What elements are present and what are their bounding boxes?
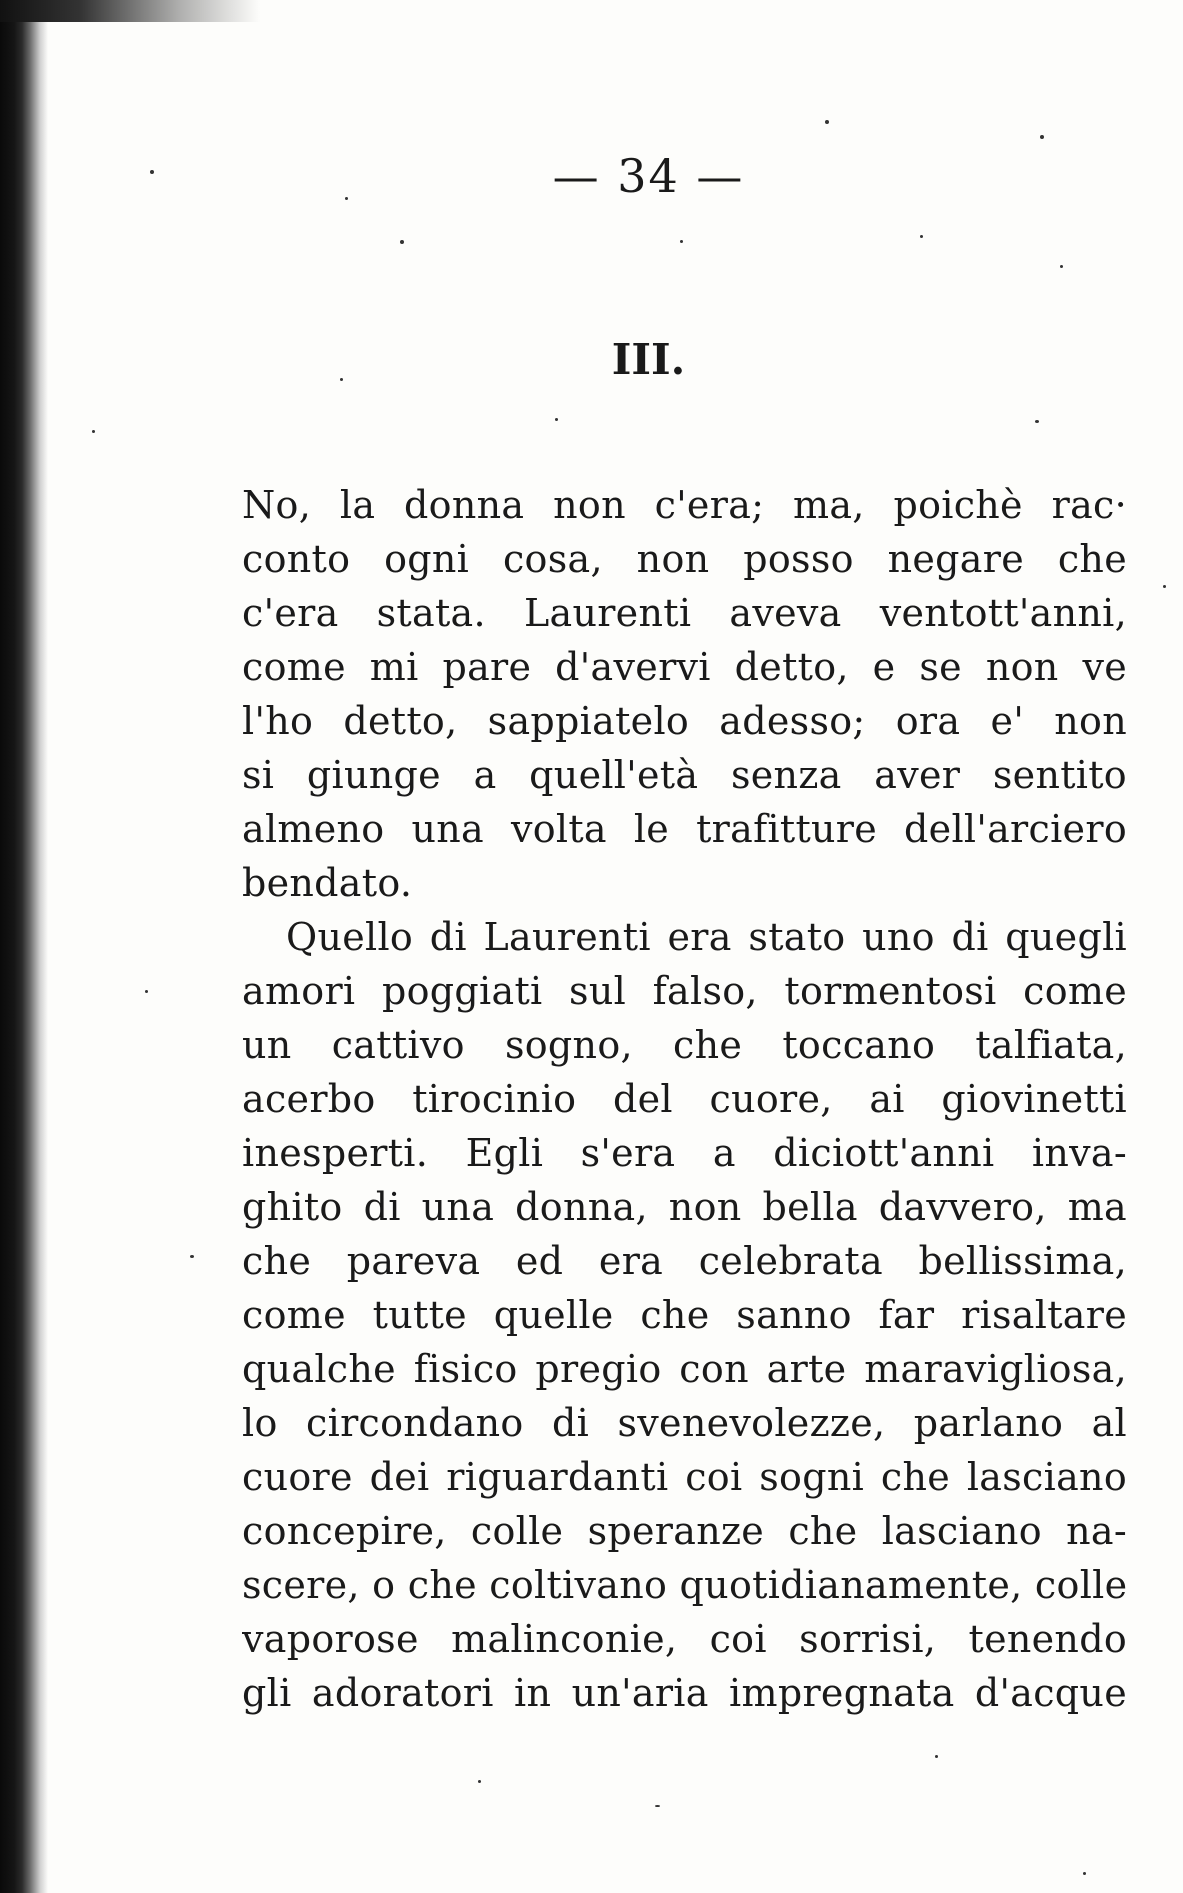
text-line: ghito di una donna, non bella davvero, ma (242, 1185, 1127, 1229)
text-line: vaporose malinconie, coi sorrisi, tenendo (242, 1617, 1127, 1661)
text-line: come tutte quelle che sanno far risaltare (242, 1293, 1127, 1337)
text-line: scere, o che coltivano quotidianamente, colle (242, 1563, 1127, 1607)
text-line: qualche fisico pregio con arte maravigliosa, (242, 1347, 1127, 1391)
text-line: come mi pare d'avervi detto, e se non ve (242, 645, 1127, 689)
text-line: l'ho detto, sappiatelo adesso; ora e' non (242, 699, 1127, 743)
text-line: un cattivo sogno, che toccano talfiata, (242, 1023, 1127, 1067)
scan-speck (145, 990, 148, 993)
paragraph-start-line: Quello di Laurenti era stato uno di quegli (286, 915, 1127, 959)
text-line: concepire, colle speranze che lasciano na- (242, 1509, 1127, 1553)
paragraph-end-line: bendato. (242, 861, 413, 905)
scan-speck (92, 430, 95, 433)
text-line: No, la donna non c'era; ma, poichè rac· (242, 483, 1127, 527)
scan-speck (150, 170, 154, 174)
scan-speck (935, 1755, 938, 1758)
text-line: amori poggiati sul falso, tormentosi come (242, 969, 1127, 1013)
scan-speck (1163, 585, 1166, 588)
text-line: gli adoratori in un'aria impregnata d'acque (242, 1671, 1127, 1715)
text-line: almeno una volta le trafitture dell'arciero (242, 807, 1127, 851)
text-line: c'era stata. Laurenti aveva ventott'anni, (242, 591, 1127, 635)
scan-speck (1083, 1872, 1086, 1875)
scan-speck (555, 418, 558, 421)
text-line: inesperti. Egli s'era a diciott'anni inva- (242, 1131, 1127, 1175)
scan-speck (680, 240, 683, 243)
scan-speck (1060, 265, 1063, 268)
scan-speck (1035, 420, 1039, 423)
text-line: che pareva ed era celebrata bellissima, (242, 1239, 1127, 1283)
scan-speck (400, 240, 404, 244)
scan-speck (920, 235, 923, 238)
scan-speck (340, 378, 343, 381)
scan-speck (190, 1255, 194, 1258)
text-line: si giunge a quell'età senza aver sentito (242, 753, 1127, 797)
scan-speck (655, 1805, 660, 1807)
text-line: cuore dei riguardanti coi sogni che lasciano (242, 1455, 1127, 1499)
page-top-shadow (0, 0, 260, 22)
scan-speck (478, 1780, 481, 1783)
scan-speck (825, 120, 829, 124)
text-line: lo circondano di svenevolezze, parlano al (242, 1401, 1127, 1445)
page-number: — 34 — (552, 149, 745, 203)
scan-speck (345, 197, 348, 200)
chapter-heading: III. (611, 335, 686, 384)
text-line: conto ogni cosa, non posso negare che (242, 537, 1127, 581)
scan-speck (1040, 135, 1044, 139)
text-line: acerbo tirocinio del cuore, ai giovinetti (242, 1077, 1127, 1121)
body-text (242, 478, 1127, 1720)
page-binding-shadow (0, 0, 48, 1893)
